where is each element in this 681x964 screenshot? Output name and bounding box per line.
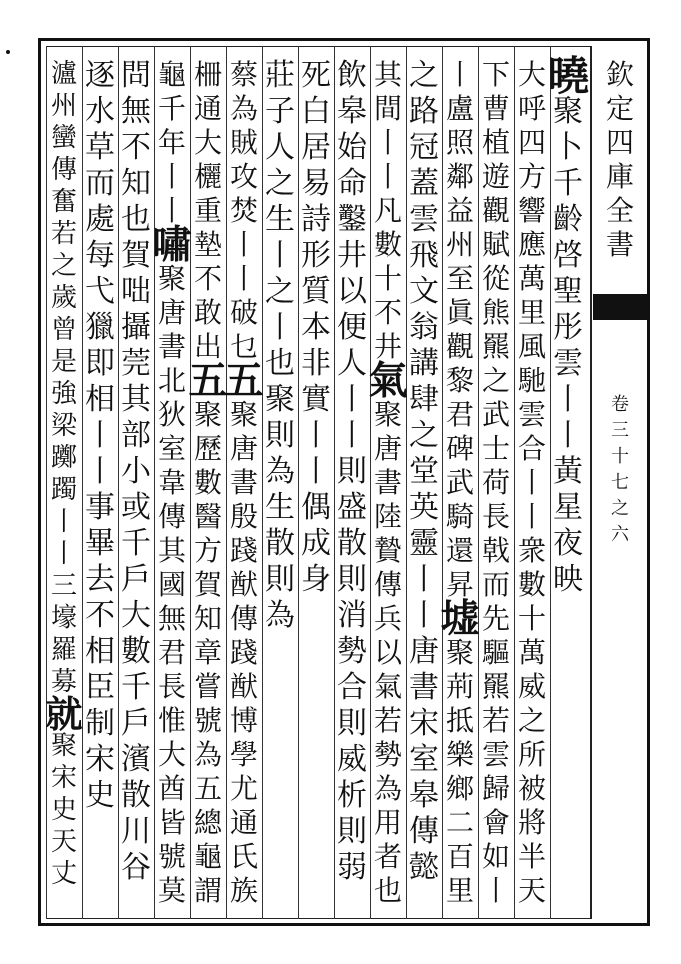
text-column: 其 間 丨 丨 凡 數 十 不 井 氣 聚 唐 書 陸 贄 傳 兵 以 氣 若 勢 為 用 者 也	[368, 58, 408, 907]
text-column: 大 呼 四 方 響 應 萬 里 風 馳 雲 合 丨 丨 衆 數 十 萬 威 之 所 被 將 半 天	[517, 58, 546, 907]
text-column: 逐 水 草 而 處 每 弋 獵 即 相 丨 丨 事 畢 去 不 相 臣 制 宋 史	[85, 58, 115, 813]
text-column: 下 曹 植 遊 觀 賦 從 熊 羆 之 武 士 荷 長 戟 而 先 驅 羆 若 雲 歸 會 如 丨	[481, 58, 510, 907]
text-column: 曉 聚 卜 千 齡 啓 聖 彤 雲 丨 丨 黃 星 夜 映	[548, 52, 589, 597]
text-column: 柵 通 大 欐 重 墊 不 敢 出 五 聚 歷 數 醫 方 賀 知 章 嘗 號 為 五 總 龜 謂	[188, 58, 228, 907]
book-title: 欽 定 四 庫 全 書	[605, 58, 634, 261]
text-column: 飲 皋 始 命 鑿 井 以 便 人 丨 丨 則 盛 散 則 消 勢 合 則 威 析 則 弱	[337, 58, 367, 885]
text-column: 之 路 冠 蓋 雲 飛 文 翁 講 肆 之 堂 英 靈 丨 丨 唐 書 宋 室 皋 傳 懿	[409, 58, 439, 885]
volume-label: 卷 三 十 七 之 六	[611, 394, 629, 545]
text-column: 死 白 居 易 詩 形 質 本 非 實 丨 丨 偶 成 身	[301, 58, 331, 597]
text-column: 龜 千 年 丨 丨 嘯 聚 唐 書 北 狄 室 韋 傳 其 國 無 君 長 惟 大 酋 皆 號 莫	[152, 58, 192, 907]
text-column: 莊 子 人 之 生 丨 之 丨 也 聚 則 為 生 散 則 為	[265, 58, 295, 633]
text-column: 蔡 為 賊 攻 焚 丨 丨 破 乜 五 聚 唐 書 殷 踐 猷 傳 踐 猷 博 學 尤 通 氏 族	[224, 58, 264, 907]
text-column: 丨 盧 照 鄰 益 州 至 眞 觀 黎 君 碑 武 騎 還 昇 墟 聚 荊 抵 樂 鄉 二 百 里	[440, 58, 480, 907]
margin-dot	[6, 50, 10, 54]
fishtail-mark	[593, 294, 647, 320]
text-column: 瀘 州 蠻 傳 奮 若 之 歲 曾 是 強 梁 躑 躅 丨 丨 三 壕 羅 募 就 聚 宋 史 天 丈	[45, 59, 83, 889]
text-column: 問 無 不 知 也 賀 咄 攝 莞 其 部 小 或 千 戶 大 數 千 戶 濱 散 川 谷	[121, 58, 151, 885]
